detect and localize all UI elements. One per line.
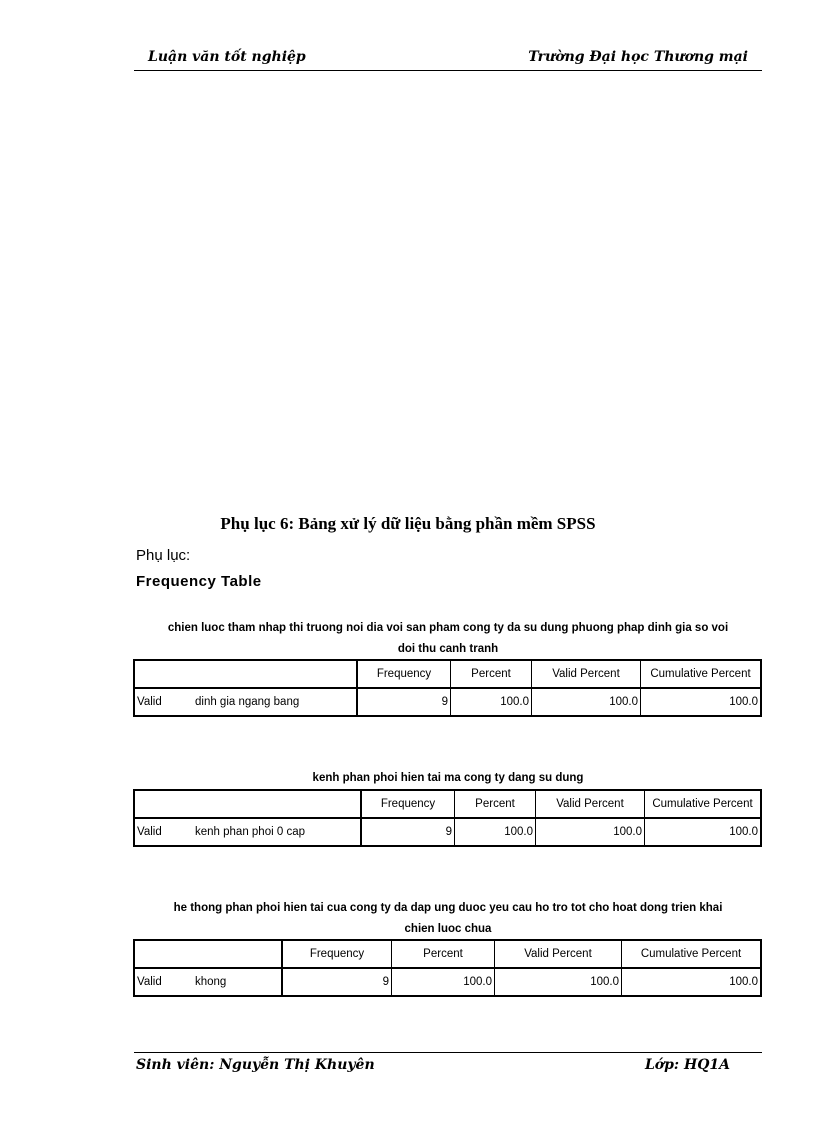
cell-cumulative-percent: 100.0 [645,818,762,846]
header-blank-cell [134,790,361,818]
col-frequency: Frequency [282,940,392,968]
header-blank-cell [134,940,282,968]
cell-valid-percent: 100.0 [536,818,645,846]
row-label-cell [134,688,357,716]
footer-student-name: Sinh viên: Nguyễn Thị Khuyên [136,1057,375,1073]
frequency-table-1 [133,659,762,717]
col-frequency: Frequency [361,790,455,818]
col-valid-percent: Valid Percent [536,790,645,818]
cell-percent: 100.0 [392,968,495,996]
col-valid-percent: Valid Percent [495,940,622,968]
col-cumulative-percent: Cumulative Percent [645,790,762,818]
col-valid-percent: Valid Percent [532,660,641,688]
table-row [134,968,761,996]
col-percent: Percent [455,790,536,818]
table-1-caption-line1: chien luoc tham nhap thi truong noi dia voi san pham cong ty da su dung phuong phap dinh gia so voi [167,622,729,634]
col-percent: Percent [392,940,495,968]
cell-valid-percent: 100.0 [532,688,641,716]
row-group-label: Valid [137,976,162,988]
row-label-cell [134,968,282,996]
col-frequency: Frequency [357,660,451,688]
row-group-label: Valid [137,696,162,708]
table-header-row [134,940,761,968]
frequency-table-2 [133,789,762,847]
table-row [134,688,761,716]
table-1-caption-line2: doi thu canh tranh [397,643,499,655]
footer-class-code: Lớp: HQ1A [644,1057,730,1073]
frequency-table-3 [133,939,762,997]
col-cumulative-percent: Cumulative Percent [641,660,762,688]
table-3-caption-line2: chien luoc chua [404,923,492,935]
header-blank-cell [134,660,357,688]
table-2-caption-line1: kenh phan phoi hien tai ma cong ty dang su dung [312,772,584,784]
row-category-label: khong [195,976,227,988]
row-category-label: dinh gia ngang bang [195,696,300,708]
cell-percent: 100.0 [451,688,532,716]
table-row [134,818,761,846]
cell-cumulative-percent: 100.0 [622,968,762,996]
row-group-label: Valid [137,826,162,838]
col-percent: Percent [451,660,532,688]
row-category-label: kenh phan phoi 0 cap [195,826,305,838]
section-heading: Frequency Table [136,573,262,590]
header-thesis-label: Luận văn tốt nghiệp [148,49,306,65]
table-header-row [134,790,761,818]
page-footer [134,1052,762,1073]
cell-valid-percent: 100.0 [495,968,622,996]
row-label-cell [134,818,361,846]
cell-percent: 100.0 [455,818,536,846]
cell-cumulative-percent: 100.0 [641,688,762,716]
table-2-caption [134,768,762,789]
appendix-subtitle: Phụ lục: [136,547,191,564]
table-3-caption [134,898,762,940]
appendix-title: Phụ lục 6: Bảng xử lý dữ liệu bằng phần mềm SPSS [220,514,596,533]
cell-frequency: 9 [357,688,451,716]
col-cumulative-percent: Cumulative Percent [622,940,762,968]
table-header-row [134,660,761,688]
cell-frequency: 9 [282,968,392,996]
header-university-label: Trường Đại học Thương mại [528,49,748,65]
table-1-caption [134,618,762,660]
table-3-caption-line1: he thong phan phoi hien tai cua cong ty da dap ung duoc yeu cau ho tro tot cho hoat dong trien khai [173,902,723,914]
cell-frequency: 9 [361,818,455,846]
page-header [134,48,762,71]
